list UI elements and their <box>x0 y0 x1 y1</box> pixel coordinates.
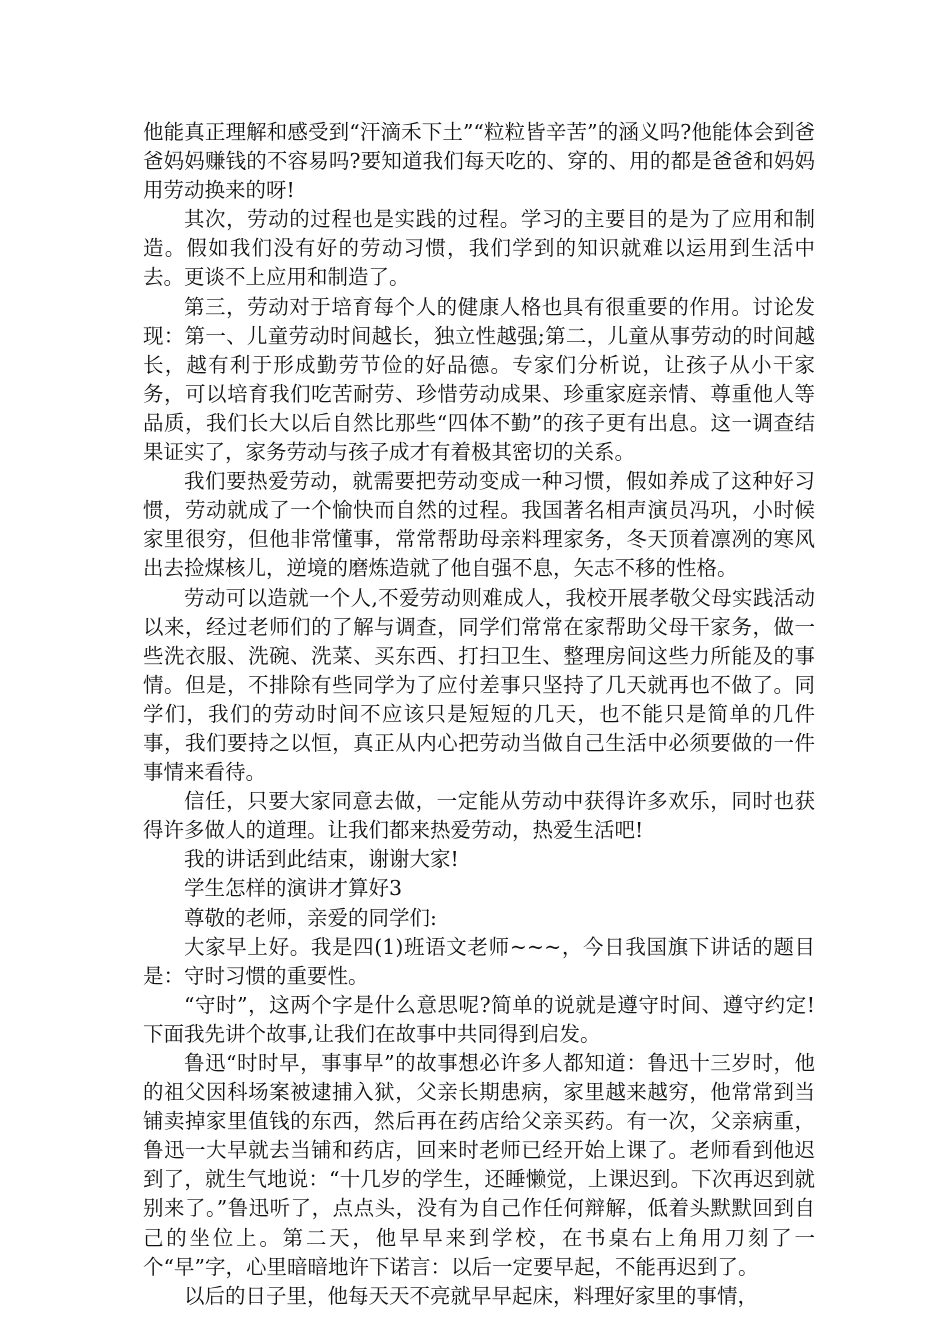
salutation: 尊敬的老师，亲爱的同学们: <box>184 905 437 930</box>
paragraph: “守时”，这两个字是什么意思呢?简单的说就是遵守时间、遵守约定!下面我先讲个故事,让我们在故事中共同得到启发。 <box>143 992 815 1046</box>
paragraph: 他能真正理解和感受到“汗滴禾下土”“粒粒皆辛苦”的涵义吗?他能体会到爸爸妈妈赚钱的不容易吗?要知道我们每天吃的、穿的、用的都是爸爸和妈妈用劳动换来的呀! <box>143 120 815 203</box>
paragraph: 我们要热爱劳动，就需要把劳动变成一种习惯，假如养成了这种好习惯，劳动就成了一个愉快而自然的过程。我国著名相声演员冯巩，小时候家里很穷，但他非常懂事，常常帮助母亲料理家务，冬天顶着凛冽的寒风出去捡煤核儿，逆境的磨炼造就了他自强不息，矢志不移的性格。 <box>143 469 815 581</box>
paragraph: 信任，只要大家同意去做，一定能从劳动中获得许多欢乐，同时也获得许多做人的道理。让我们都来热爱劳动，热爱生活吧! <box>143 789 815 843</box>
document-page <box>143 118 815 1311</box>
paragraph: 其次，劳动的过程也是实践的过程。学习的主要目的是为了应用和制造。假如我们没有好的劳动习惯，我们学到的知识就难以运用到生活中去。更谈不上应用和制造了。 <box>143 207 815 290</box>
paragraph: 鲁迅“时时早，事事早”的故事想必许多人都知道：鲁迅十三岁时，他的祖父因科场案被逮捕入狱，父亲长期患病，家里越来越穷，他常常到当铺卖掉家里值钱的东西，然后再在药店给父亲买药。有一次，父亲病重，鲁迅一大早就去当铺和药店，回来时老师已经开始上课了。老师看到他迟到了，就生气地说：“十几岁的学生，还睡懒觉，上课迟到。下次再迟到就别来了。”鲁迅听了，点点头，没有为自己作任何辩解，低着头默默回到自己的坐位上。第二天，他早早来到学校，在书桌右上角用刀刻了一个“早”字，心里暗暗地许下诺言：以后一定要早起，不能再迟到了。 <box>143 1051 815 1279</box>
section-title: 学生怎样的演讲才算好3 <box>184 876 403 901</box>
paragraph: 第三，劳动对于培育每个人的健康人格也具有很重要的作用。讨论发现：第一、儿童劳动时间越长，独立性越强;第二，儿童从事劳动的时间越长，越有利于形成勤劳节俭的好品德。专家们分析说，让孩子从小干家务，可以培育我们吃苦耐劳、珍惜劳动成果、珍重家庭亲情、尊重他人等品质，我们长大以后自然比那些“四体不勤”的孩子更有出息。这一调查结果证实了，家务劳动与孩子成才有着极其密切的关系。 <box>143 294 815 465</box>
paragraph: 我的讲话到此结束，谢谢大家! <box>184 847 459 872</box>
paragraph: 大家早上好。我是四(1)班语文老师~~~，今日我国旗下讲话的题目是：守时习惯的重要性。 <box>143 934 815 988</box>
paragraph: 以后的日子里，他每天天不亮就早早起床，料理好家里的事情， <box>184 1283 758 1308</box>
paragraph: 劳动可以造就一个人,不爱劳动则难成人，我校开展孝敬父母实践活动以来，经过老师们的了解与调查，同学们常常在家帮助父母干家务，做一些洗衣服、洗碗、洗菜、买东西、打扫卫生、整理房间这些力所能及的事情。但是，不排除有些同学为了应付差事只坚持了几天就再也不做了。同学们，我们的劳动时间不应该只是短短的几天，也不能只是简单的几件事，我们要持之以恒，真正从内心把劳动当做自己生活中必须要做的一件事情来看待。 <box>143 585 815 785</box>
